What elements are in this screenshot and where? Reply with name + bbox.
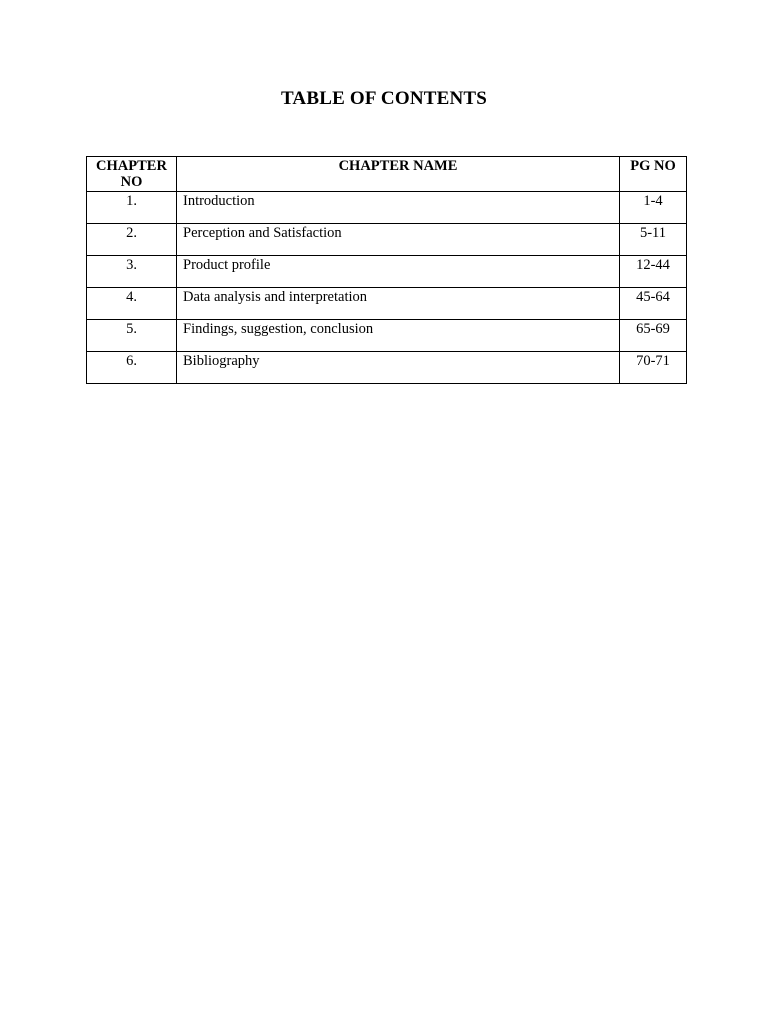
page-range-cell: 1-4 [620,192,687,224]
chapter-no-cell: 6. [87,352,177,384]
table-row [87,224,687,256]
page-range-cell: 70-71 [620,352,687,384]
header-chapter-no: CHAPTER NO [87,157,177,192]
chapter-name-cell: Data analysis and interpretation [177,288,620,320]
chapter-name-cell: Perception and Satisfaction [177,224,620,256]
chapter-no-cell: 4. [87,288,177,320]
table-row [87,320,687,352]
chapter-no-cell: 5. [87,320,177,352]
chapter-name-cell: Product profile [177,256,620,288]
page-title: TABLE OF CONTENTS [280,88,488,109]
table-row [87,352,687,384]
table-row [87,288,687,320]
header-pg-no: PG NO [620,157,687,192]
chapter-no-cell: 3. [87,256,177,288]
chapter-no-cell: 2. [87,224,177,256]
table-row [87,256,687,288]
header-chapter-name: CHAPTER NAME [177,157,620,192]
table-of-contents [86,156,687,384]
chapter-name-cell: Findings, suggestion, conclusion [177,320,620,352]
chapter-name-cell: Introduction [177,192,620,224]
page-range-cell: 45-64 [620,288,687,320]
page-range-cell: 65-69 [620,320,687,352]
chapter-no-cell: 1. [87,192,177,224]
page-range-cell: 12-44 [620,256,687,288]
page-range-cell: 5-11 [620,224,687,256]
table-header-row [87,157,687,192]
chapter-name-cell: Bibliography [177,352,620,384]
table-row [87,192,687,224]
